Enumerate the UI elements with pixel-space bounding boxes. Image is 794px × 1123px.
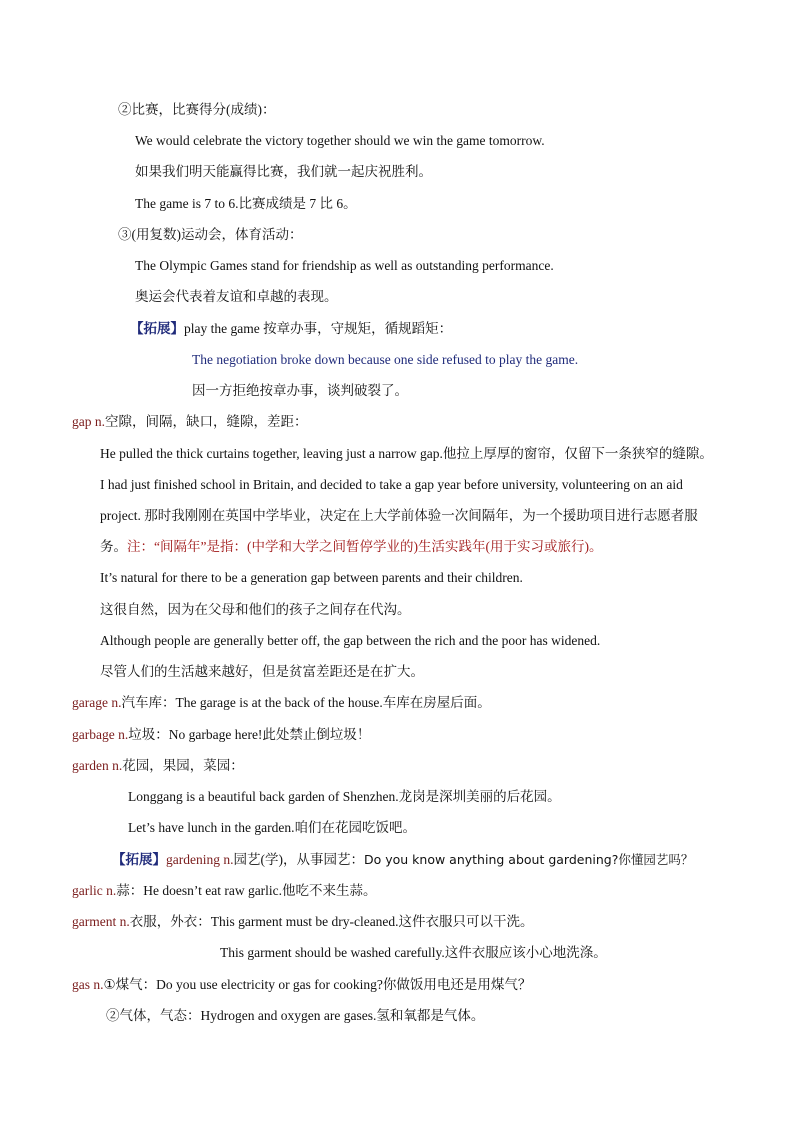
example-sentence: This garment should be washed carefully.这件衣服应该小心地洗涤。 bbox=[220, 945, 607, 960]
definition: 园艺(学)，从事园艺： bbox=[233, 852, 364, 867]
entry-garbage bbox=[72, 725, 370, 745]
example-zh: 奥运会代表着友谊和卓越的表现。 bbox=[135, 289, 338, 304]
entry-garage bbox=[72, 693, 491, 713]
example-sentence: He pulled the thick curtains together, leaving just a narrow gap.他拉上厚厚的窗帘，仅留下一条狭窄的缝隙。 bbox=[100, 446, 713, 461]
headword: garbage n. bbox=[72, 727, 129, 742]
example-zh: 务。 bbox=[100, 539, 127, 554]
definition: 垃圾：No garbage here!此处禁止倒垃圾！ bbox=[128, 727, 371, 742]
headword: gardening n. bbox=[166, 852, 234, 867]
extension-text: play the game 按章办事，守规矩，循规蹈矩： bbox=[184, 321, 453, 336]
definition: 花园，果园，菜园： bbox=[122, 758, 244, 773]
entry-gap bbox=[72, 412, 308, 432]
note-text: 注：“间隔年”是指：(中学和大学之间暂停学业的)生活实践年(用于实习或旅行)。 bbox=[127, 539, 603, 554]
definition: 空隙，间隔，缺口，缝隙，差距： bbox=[105, 414, 308, 429]
entry-garment bbox=[72, 912, 534, 932]
example-sentence bbox=[100, 537, 602, 557]
headword: garage n. bbox=[72, 695, 122, 710]
sense-heading: ③(用复数)运动会，体育活动： bbox=[118, 227, 303, 242]
extension-line bbox=[112, 850, 693, 870]
definition: 蒜：He doesn’t eat raw garlic.他吃不来生蒜。 bbox=[116, 883, 377, 898]
example-sentence: The game is 7 to 6.比赛成绩是 7 比 6。 bbox=[135, 196, 357, 211]
sense-line: ②气体，气态：Hydrogen and oxygen are gases.氢和氧都是气体。 bbox=[106, 1008, 485, 1023]
example-zh: 因一方拒绝按章办事，谈判破裂了。 bbox=[192, 383, 408, 398]
example-en: The Olympic Games stand for friendship as well as outstanding performance. bbox=[135, 258, 554, 273]
headword: garlic n. bbox=[72, 883, 117, 898]
headword: gap n. bbox=[72, 414, 105, 429]
extension-tag: 【拓展】 bbox=[112, 852, 166, 867]
headword: garment n. bbox=[72, 914, 130, 929]
definition: 汽车库：The garage is at the back of the house.车库在房屋后面。 bbox=[121, 695, 491, 710]
example-en: It’s natural for there to be a generation gap between parents and their children. bbox=[100, 570, 523, 585]
example-sentence: project. 那时我刚刚在英国中学毕业，决定在上大学前体验一次间隔年，为一个援助项目进行志愿者服 bbox=[100, 508, 698, 523]
entry-garlic bbox=[72, 881, 377, 901]
example-zh: 这很自然，因为在父母和他们的孩子之间存在代沟。 bbox=[100, 602, 411, 617]
extension-tag: 【拓展】 bbox=[130, 321, 184, 336]
example-sentence: Let’s have lunch in the garden.咱们在花园吃饭吧。 bbox=[128, 820, 416, 835]
example-zh: 如果我们明天能赢得比赛，我们就一起庆祝胜利。 bbox=[135, 164, 432, 179]
sense-heading: ②比赛，比赛得分(成绩)： bbox=[118, 102, 276, 117]
example-en: The negotiation broke down because one side refused to play the game. bbox=[192, 352, 579, 367]
example-zh: 尽管人们的生活越来越好，但是贫富差距还是在扩大。 bbox=[100, 664, 424, 679]
headword: gas n. bbox=[72, 977, 104, 992]
example-en: I had just finished school in Britain, and decided to take a gap year before university, volunteering on an aid bbox=[100, 477, 683, 492]
example-en: Although people are generally better off, the gap between the rich and the poor has widened. bbox=[100, 633, 601, 648]
entry-gas bbox=[72, 975, 531, 995]
example-sentence: Longgang is a beautiful back garden of Shenzhen.龙岗是深圳美丽的后花园。 bbox=[128, 789, 561, 804]
example-sentence: Do you know anything about gardening?你懂园艺吗？ bbox=[363, 852, 694, 867]
headword: garden n. bbox=[72, 758, 123, 773]
extension-line bbox=[130, 319, 452, 339]
example-en: We would celebrate the victory together should we win the game tomorrow. bbox=[135, 133, 545, 148]
entry-garden bbox=[72, 756, 244, 776]
definition: 衣服，外衣：This garment must be dry-cleaned.这件衣服只可以干洗。 bbox=[129, 914, 534, 929]
definition: ①煤气：Do you use electricity or gas for cooking?你做饭用电还是用煤气？ bbox=[103, 977, 532, 992]
